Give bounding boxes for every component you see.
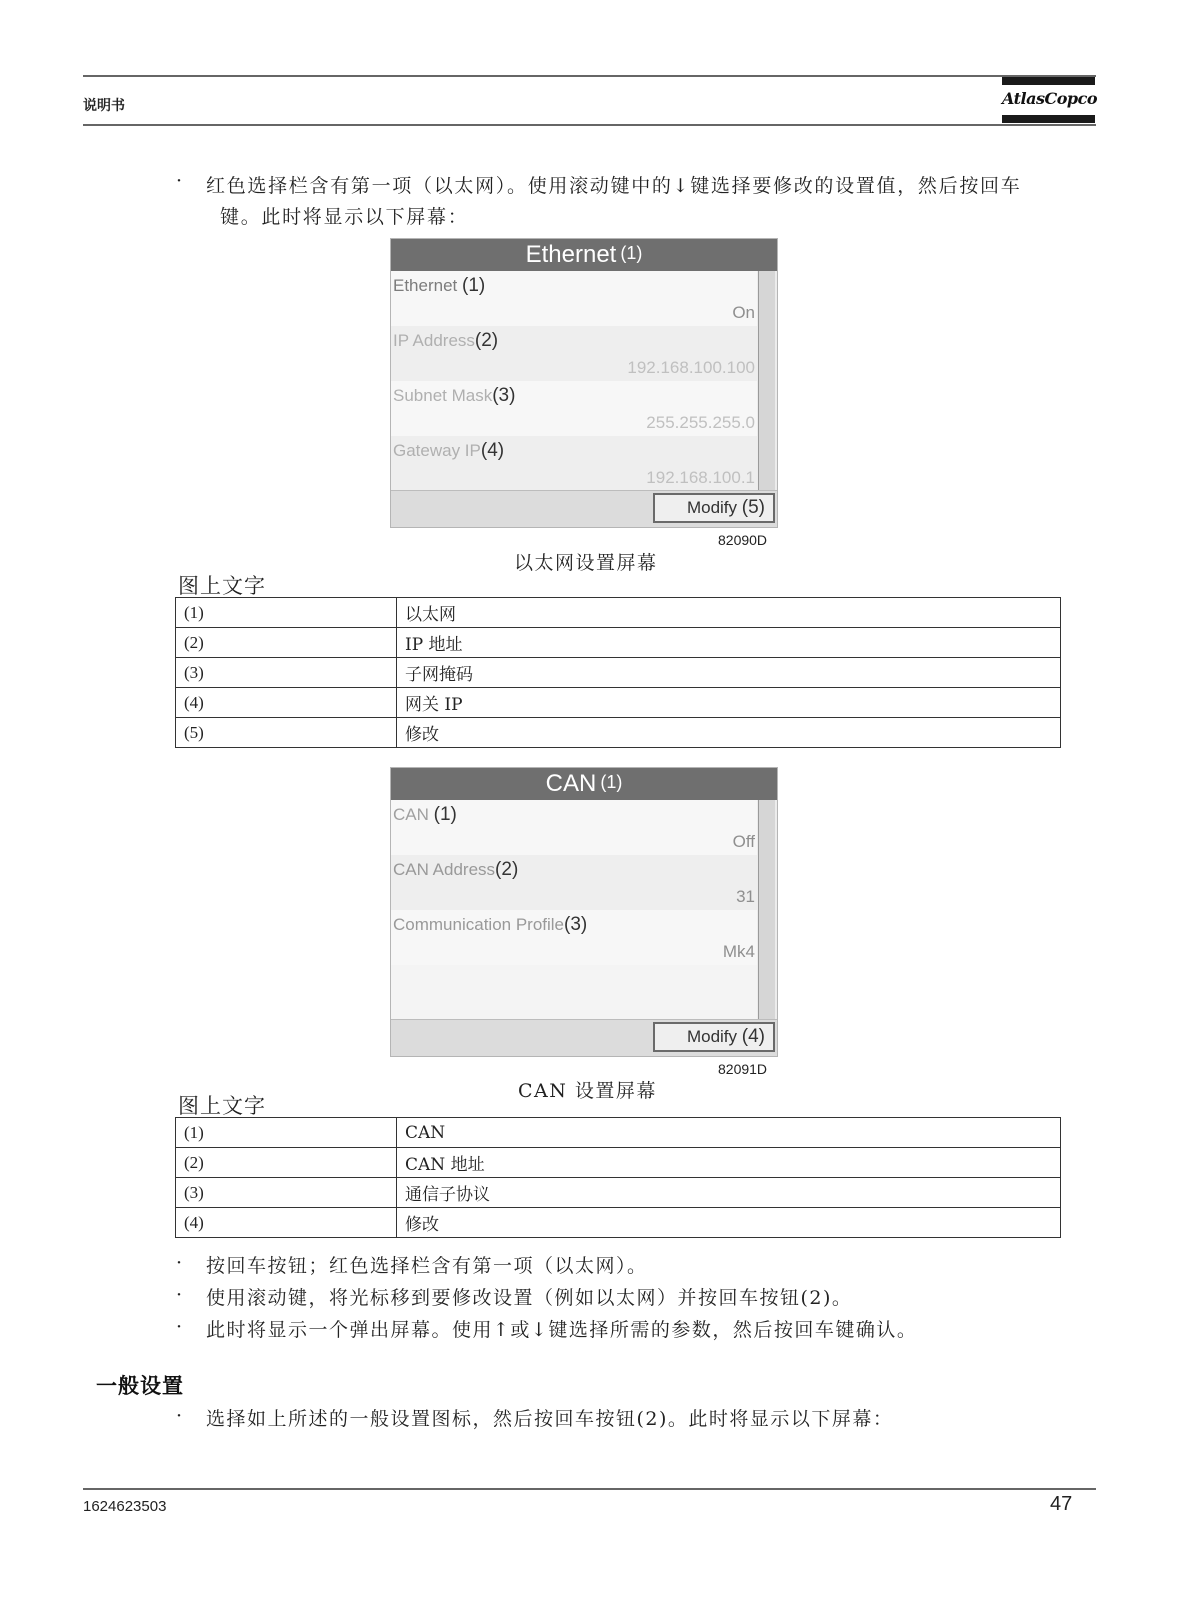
intro-bullet: ·: [176, 170, 183, 192]
intro-line-2: 键。此时将显示以下屏幕：: [220, 206, 469, 228]
brand-logo-wordmark: AtlasCopco: [1002, 89, 1097, 108]
can-modify-button[interactable]: Modify (4): [653, 1022, 775, 1052]
can-row-can-address[interactable]: [391, 855, 757, 910]
legend-key: (3): [176, 658, 397, 688]
general-settings-heading: 一般设置: [96, 1374, 184, 1398]
can-screen-title-num: (1): [600, 772, 623, 792]
legend-key: (4): [176, 1208, 397, 1238]
table-row: [176, 688, 1061, 718]
can-figure-code: 82091D: [718, 1061, 768, 1077]
ethernet-screen-title-bar: [391, 239, 777, 271]
can-row-value: Off: [732, 832, 755, 851]
can-row-label: CAN (1): [393, 804, 457, 825]
ethernet-row-label: Subnet Mask(3): [393, 385, 516, 406]
ethernet-row-label: Ethernet (1): [393, 275, 486, 296]
ethernet-legend-label: 图上文字: [178, 574, 266, 598]
legend-text: IP 地址: [397, 628, 1061, 658]
ethernet-row-label: Gateway IP(4): [393, 440, 505, 461]
table-row: [176, 1118, 1061, 1148]
legend-text: 修改: [397, 1208, 1061, 1238]
ethernet-screen-rows: [391, 271, 757, 491]
ethernet-screen-bottom-bar: [391, 490, 777, 527]
can-screen-scrollbar[interactable]: [758, 800, 775, 1020]
legend-text: 子网掩码: [397, 658, 1061, 688]
legend-key: (3): [176, 1178, 397, 1208]
ethernet-row-value: On: [732, 303, 755, 322]
legend-key: (4): [176, 688, 397, 718]
general-settings-text: 选择如上所述的一般设置图标，然后按回车按钮(2)。此时将显示以下屏幕：: [206, 1408, 894, 1430]
can-screen: [390, 767, 778, 1057]
ethernet-row-value: 192.168.100.100: [627, 358, 755, 377]
ethernet-row-label: IP Address(2): [393, 330, 499, 351]
step-bullet: ·: [176, 1316, 183, 1338]
brand-logo: [1002, 77, 1095, 125]
legend-key: (1): [176, 598, 397, 628]
table-row: [176, 598, 1061, 628]
can-figure-caption: CAN 设置屏幕: [518, 1080, 657, 1102]
step-bullet: ·: [176, 1284, 183, 1306]
legend-text: 修改: [397, 718, 1061, 748]
can-row-empty: [391, 965, 757, 1020]
legend-key: (2): [176, 1148, 397, 1178]
can-row-value: Mk4: [722, 942, 755, 961]
ethernet-legend-table: [175, 597, 1061, 748]
can-legend-label: 图上文字: [178, 1094, 266, 1118]
ethernet-figure-caption: 以太网设置屏幕: [514, 552, 658, 574]
ethernet-screen-title-num: (1): [620, 243, 643, 263]
can-row-value: 31: [736, 887, 755, 906]
step-bullet: ·: [176, 1252, 183, 1274]
ethernet-row-ethernet[interactable]: [391, 271, 757, 326]
ethernet-row-value: 192.168.100.1: [646, 468, 755, 487]
intro-line-1: 红色选择栏含有第一项（以太网）。使用滚动键中的↓键选择要修改的设置值，然后按回车: [206, 175, 1022, 197]
footer-rule: [83, 1488, 1096, 1490]
header-top-rule: [83, 75, 1096, 77]
step-3: 此时将显示一个弹出屏幕。使用↑或↓键选择所需的参数，然后按回车键确认。: [206, 1319, 918, 1341]
footer-page-number: 47: [1050, 1493, 1073, 1515]
step-2: 使用滚动键，将光标移到要修改设置（例如以太网）并按回车按钮(2)。: [206, 1287, 853, 1309]
can-row-can[interactable]: [391, 800, 757, 855]
ethernet-row-gateway-ip[interactable]: [391, 436, 757, 491]
table-row: [176, 658, 1061, 688]
legend-key: (2): [176, 628, 397, 658]
can-screen-title: CAN: [545, 770, 597, 797]
legend-text: 通信子协议: [397, 1178, 1061, 1208]
table-row: [176, 628, 1061, 658]
table-row: [176, 1208, 1061, 1238]
can-screen-rows: [391, 800, 757, 1020]
table-row: [176, 1178, 1061, 1208]
header-title: 说明书: [83, 98, 125, 114]
can-row-label: CAN Address(2): [393, 859, 519, 880]
can-row-communication-profile[interactable]: [391, 910, 757, 965]
can-legend-table: [175, 1117, 1061, 1238]
can-screen-bottom-bar: [391, 1019, 777, 1056]
legend-text: CAN: [397, 1118, 1061, 1148]
ethernet-modify-button[interactable]: Modify (5): [653, 493, 775, 523]
header-bottom-rule: [83, 124, 1096, 126]
footer-doc-number: 1624623503: [83, 1498, 167, 1515]
legend-text: 以太网: [397, 598, 1061, 628]
ethernet-screen-title: Ethernet: [525, 241, 617, 268]
general-settings-bullet: ·: [176, 1405, 183, 1427]
ethernet-figure-code: 82090D: [718, 532, 768, 548]
legend-text: CAN 地址: [397, 1148, 1061, 1178]
ethernet-screen: [390, 238, 778, 528]
table-row: [176, 1148, 1061, 1178]
legend-key: (5): [176, 718, 397, 748]
ethernet-row-subnet-mask[interactable]: [391, 381, 757, 436]
table-row: [176, 718, 1061, 748]
step-1: 按回车按钮；红色选择栏含有第一项（以太网）。: [206, 1255, 648, 1277]
legend-key: (1): [176, 1118, 397, 1148]
ethernet-screen-scrollbar[interactable]: [758, 271, 775, 491]
ethernet-row-value: 255.255.255.0: [646, 413, 755, 432]
ethernet-row-ip-address[interactable]: [391, 326, 757, 381]
can-row-label: Communication Profile(3): [393, 914, 588, 935]
can-screen-title-bar: [391, 768, 777, 800]
legend-text: 网关 IP: [397, 688, 1061, 718]
